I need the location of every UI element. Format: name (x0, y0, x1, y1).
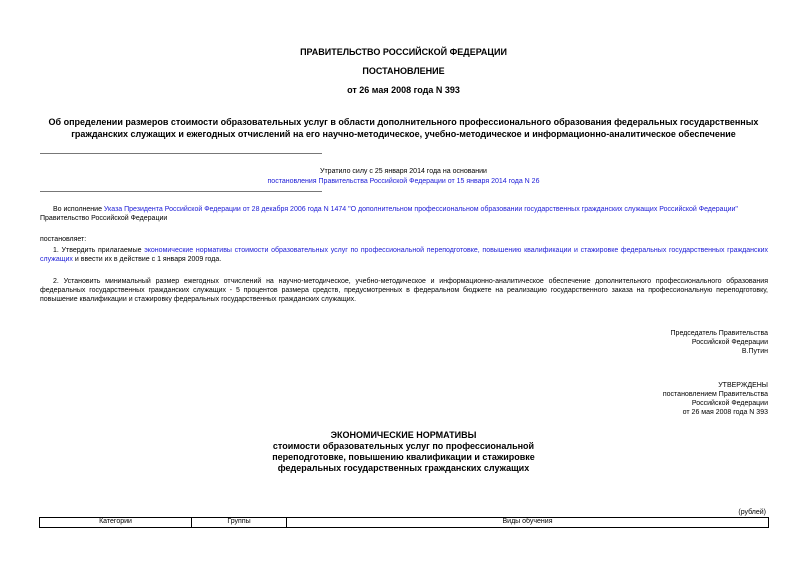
norms-title: ЭКОНОМИЧЕСКИЕ НОРМАТИВЫ (330, 430, 477, 440)
document-title-line1: Об определении размеров стоимости образовательных услуг в области дополнительного профессионального образования федеральных государственных (48, 117, 759, 127)
norms-subtitle-line2: переподготовке, повышению квалификации и стажировке (272, 452, 535, 462)
column-header-groups: Группы (192, 518, 287, 528)
government-heading: ПРАВИТЕЛЬСТВО РОССИЙСКОЙ ФЕДЕРАЦИИ (300, 47, 507, 57)
preamble-suffix: Правительство Российской Федерации (40, 215, 168, 222)
document-type: ПОСТАНОВЛЕНИЕ (362, 66, 445, 76)
repeal-decree-link[interactable]: постановления Правительства Российской Федерации от 15 января 2014 года N 26 (267, 178, 540, 185)
column-header-training-types: Виды обучения (287, 518, 769, 528)
preamble-prefix: Во исполнение (53, 206, 102, 213)
signature-block (671, 329, 768, 356)
document-date-number: от 26 мая 2008 года N 393 (347, 85, 460, 95)
item-1-suffix: и ввести их в действие с 1 января 2009 года. (74, 256, 222, 263)
item-1-prefix: 1. Утвердить прилагаемые (53, 247, 142, 254)
column-header-categories: Категории (40, 518, 192, 528)
item-1 (40, 246, 768, 264)
norms-table (39, 517, 769, 528)
decree-word: постановляет: (40, 236, 87, 243)
status-note: Утратило силу с 25 января 2014 года на основании (320, 168, 487, 175)
signature-name: В.Путин (741, 348, 768, 355)
signature-country: Российской Федерации (691, 339, 768, 346)
approved-heading: УТВЕРЖДЕНЫ (718, 382, 768, 389)
approved-block (663, 381, 768, 417)
divider (40, 153, 322, 154)
approved-by: постановлением Правительства (662, 391, 768, 398)
preamble (40, 205, 768, 223)
units-label: (рублей) (738, 509, 766, 516)
approved-date: от 26 мая 2008 года N 393 (682, 409, 768, 416)
item-2: 2. Установить минимальный размер ежегодных отчислений на научно-методическое, учебно-методическое и информационно-аналитическое обеспечение дополнительного профессионального образования федеральных государственных гражданских служащих - 5 процентов размера средств, предусмотренных в федеральном бюджете на реализацию государственного заказа на профессиональную переподготовку, повышение квалификации и стажировку федеральных государственных гражданских служащих. (40, 278, 768, 303)
economic-norms-link[interactable]: экономические нормативы стоимости образовательных услуг по профессиональной переподготовке, повышению квалификации и стажировке федеральных государственных гражданских служащих (40, 247, 768, 263)
presidential-decree-link[interactable]: Указа Президента Российской Федерации от 28 декабря 2006 года N 1474 "О дополнительном профессиональном образовании государственных гражданских служащих Российской Федерации" (103, 206, 738, 213)
divider (40, 191, 322, 192)
norms-subtitle-line1: стоимости образовательных услуг по профессиональной (272, 441, 535, 451)
norms-heading (0, 430, 807, 474)
table-header-row (40, 518, 769, 528)
document-title-line2: гражданских служащих и ежегодных отчислений на его научно-методическое, учебно-методическое и информационно-аналитическое обеспечение (71, 129, 736, 139)
norms-subtitle-line3: федеральных государственных гражданских служащих (277, 463, 530, 473)
approved-country: Российской Федерации (691, 400, 768, 407)
signature-position: Председатель Правительства (670, 330, 768, 337)
